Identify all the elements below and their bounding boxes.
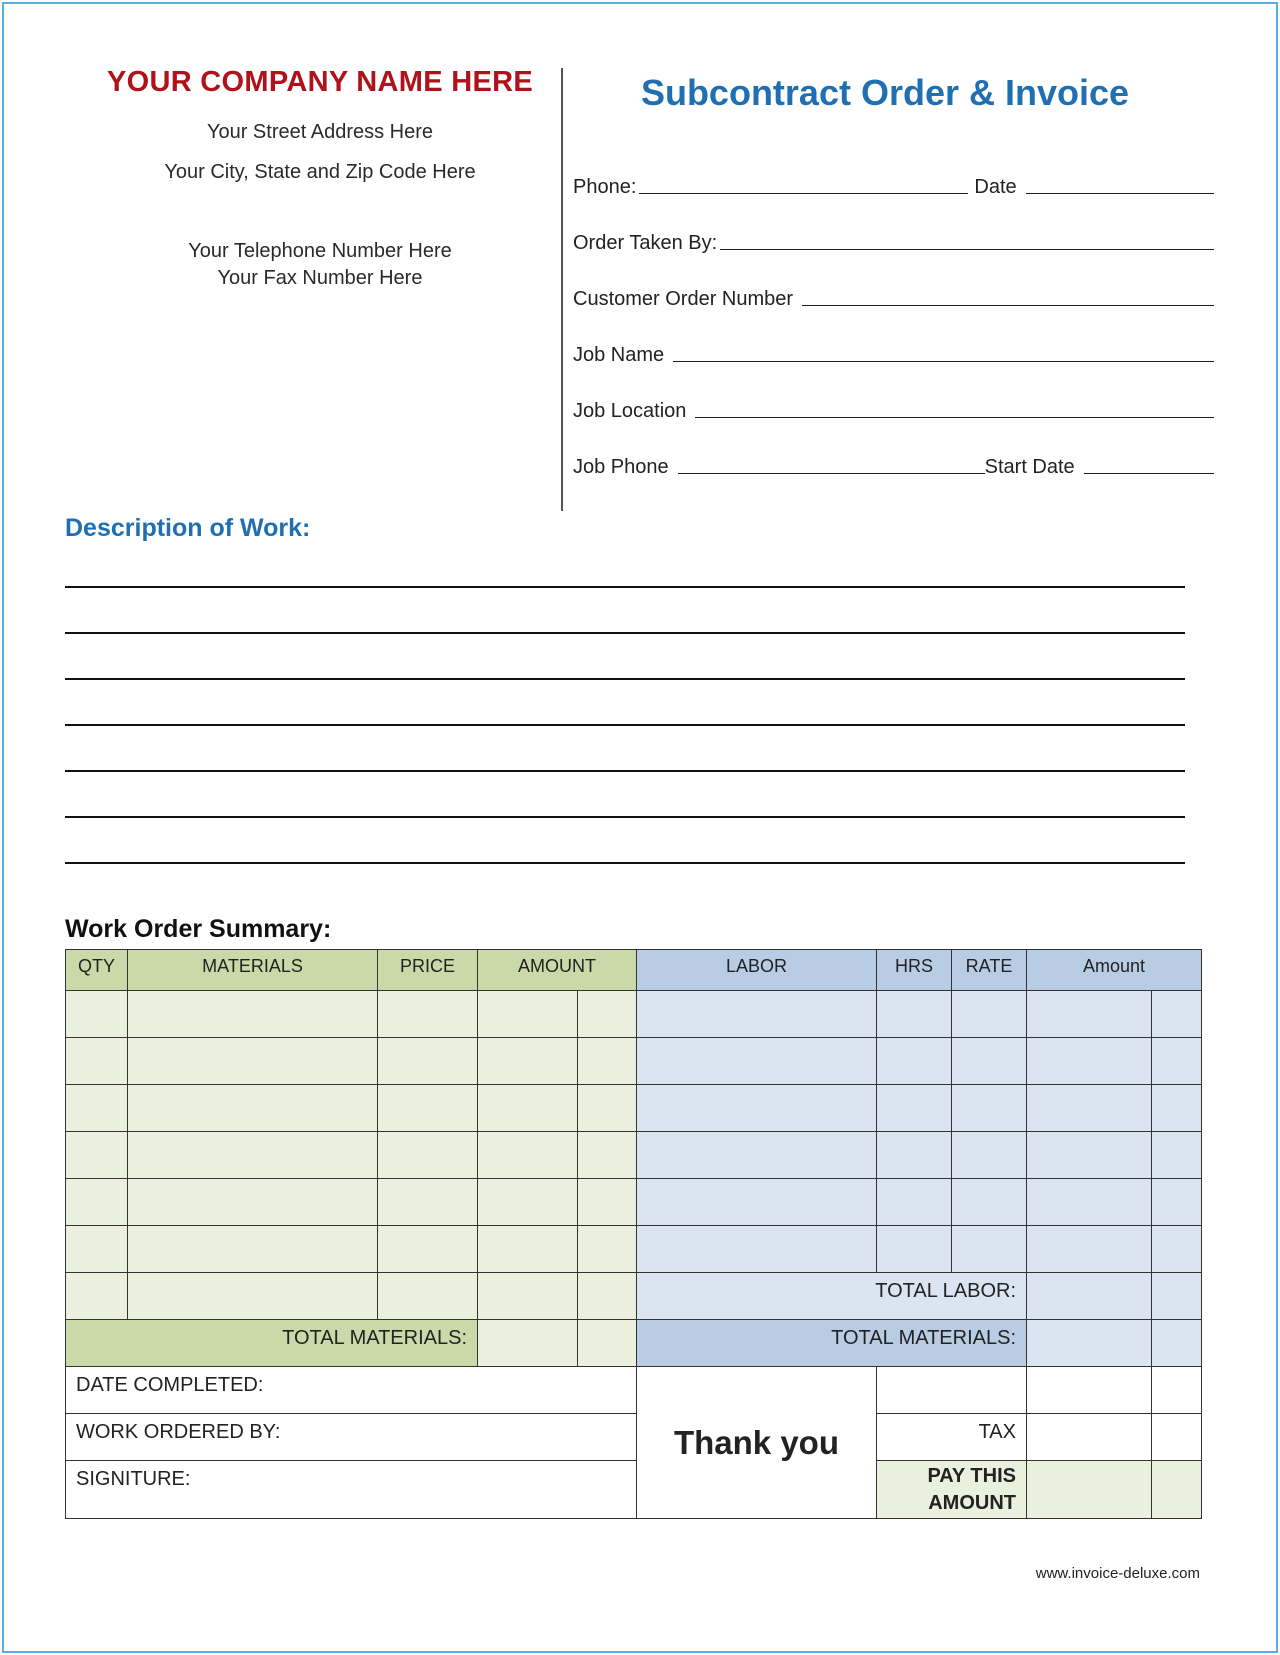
rate-header: RATE <box>952 950 1027 991</box>
labor-amount-cents-cell[interactable] <box>1152 1226 1202 1273</box>
amount-cents-cell[interactable] <box>578 1226 637 1273</box>
customer-order-row <box>573 287 1214 311</box>
tax-label: TAX <box>877 1414 1027 1461</box>
total-materials-label-left: TOTAL MATERIALS: <box>66 1320 478 1367</box>
labor-amount-header: Amount <box>1027 950 1202 991</box>
job-phone-row <box>573 455 1214 479</box>
description-title: Description of Work: <box>65 514 311 542</box>
blank-label-cell <box>877 1367 1027 1414</box>
work-ordered-by-label[interactable]: WORK ORDERED BY: <box>66 1414 637 1461</box>
job-name-field[interactable] <box>673 343 1214 362</box>
amount-cell[interactable] <box>478 1132 578 1179</box>
phone-field[interactable] <box>639 175 968 194</box>
materials-cell[interactable] <box>128 1179 378 1226</box>
qty-cell[interactable] <box>66 1038 128 1085</box>
company-city: Your City, State and Zip Code Here <box>164 161 476 183</box>
subtotal-amount[interactable] <box>1027 1367 1152 1414</box>
rate-cell[interactable] <box>952 1132 1027 1179</box>
job-location-row <box>573 399 1214 423</box>
qty-cell[interactable] <box>66 1085 128 1132</box>
total-materials-cents-left[interactable] <box>578 1320 637 1367</box>
labor-cell[interactable] <box>637 1038 877 1085</box>
job-name-row <box>573 343 1214 367</box>
customer-order-label: Customer Order Number <box>573 288 794 310</box>
rate-cell[interactable] <box>952 991 1027 1038</box>
document-title: Subcontract Order & Invoice <box>640 72 1130 113</box>
rate-cell[interactable] <box>952 1085 1027 1132</box>
job-location-field[interactable] <box>695 399 1214 418</box>
company-block <box>60 66 580 290</box>
description-line[interactable] <box>65 724 1185 726</box>
labor-amount-cell[interactable] <box>1027 1085 1152 1132</box>
labor-amount-cell[interactable] <box>1027 991 1152 1038</box>
rate-cell[interactable] <box>952 1179 1027 1226</box>
company-name: YOUR COMPANY NAME HERE <box>106 66 534 98</box>
rate-cell[interactable] <box>952 1038 1027 1085</box>
tax-amount[interactable] <box>1027 1414 1152 1461</box>
labor-cell[interactable] <box>637 1179 877 1226</box>
labor-amount-cell[interactable] <box>1027 1132 1152 1179</box>
table-row-work-ordered-by <box>66 1414 1202 1461</box>
date-label: Date <box>974 176 1017 198</box>
price-cell[interactable] <box>378 991 478 1038</box>
hrs-cell[interactable] <box>877 1038 952 1085</box>
table-row-total-materials <box>66 1320 1202 1367</box>
pay-amount[interactable] <box>1027 1461 1152 1519</box>
pay-line-2: AMOUNT <box>928 1492 1016 1514</box>
price-cell[interactable] <box>378 1226 478 1273</box>
job-name-label: Job Name <box>573 344 665 366</box>
rate-cell[interactable] <box>952 1226 1027 1273</box>
table-row-total-labor <box>66 1273 1202 1320</box>
labor-cell[interactable] <box>637 1132 877 1179</box>
footer-url[interactable]: www.invoice-deluxe.com <box>1035 1565 1200 1582</box>
date-completed-label[interactable]: DATE COMPLETED: <box>66 1367 637 1414</box>
tax-cents[interactable] <box>1152 1414 1202 1461</box>
table-row-date-completed <box>66 1367 1202 1414</box>
materials-header: MATERIALS <box>128 950 378 991</box>
description-line[interactable] <box>65 770 1185 772</box>
labor-cell[interactable] <box>637 1085 877 1132</box>
phone-date-row <box>573 175 1214 199</box>
table-row-signature <box>66 1461 1202 1519</box>
price-cell[interactable] <box>378 1179 478 1226</box>
total-materials-amount-right[interactable] <box>1027 1320 1152 1367</box>
materials-cell[interactable] <box>128 1038 378 1085</box>
qty-cell[interactable] <box>66 1226 128 1273</box>
table-row <box>66 1179 1202 1226</box>
amount-cents-cell[interactable] <box>578 1273 637 1320</box>
labor-amount-cents-cell[interactable] <box>1152 1038 1202 1085</box>
table-row <box>66 1132 1202 1179</box>
customer-order-field[interactable] <box>802 287 1214 306</box>
materials-cell[interactable] <box>128 1085 378 1132</box>
description-line[interactable] <box>65 816 1185 818</box>
qty-header: QTY <box>66 950 128 991</box>
thank-you-text: Thank you <box>637 1367 877 1519</box>
amount-cell[interactable] <box>478 1273 578 1320</box>
price-cell[interactable] <box>378 1038 478 1085</box>
total-materials-label-right: TOTAL MATERIALS: <box>637 1320 1027 1367</box>
company-phone: Your Telephone Number Here <box>188 240 452 262</box>
job-phone-label: Job Phone <box>573 456 669 478</box>
table-row <box>66 1226 1202 1273</box>
description-line[interactable] <box>65 678 1185 680</box>
labor-cell[interactable] <box>637 1226 877 1273</box>
company-fax: Your Fax Number Here <box>217 267 423 289</box>
order-taken-label: Order Taken By: <box>573 232 718 254</box>
hrs-cell[interactable] <box>877 991 952 1038</box>
labor-amount-cents-cell[interactable] <box>1152 1085 1202 1132</box>
summary-title: Work Order Summary: <box>65 915 332 943</box>
date-field[interactable] <box>1026 175 1214 194</box>
amount-cell[interactable] <box>478 1226 578 1273</box>
table-row <box>66 1085 1202 1132</box>
hrs-cell[interactable] <box>877 1179 952 1226</box>
total-labor-cents[interactable] <box>1152 1273 1202 1320</box>
table-header-row <box>66 950 1202 991</box>
pay-this-amount-label <box>877 1461 1027 1519</box>
labor-header: LABOR <box>637 950 877 991</box>
phone-label: Phone: <box>573 176 637 198</box>
amount-cents-cell[interactable] <box>578 991 637 1038</box>
amount-cell[interactable] <box>478 1179 578 1226</box>
materials-cell[interactable] <box>128 1226 378 1273</box>
company-street: Your Street Address Here <box>206 121 434 143</box>
total-materials-cents-right[interactable] <box>1152 1320 1202 1367</box>
amount-cell[interactable] <box>478 1085 578 1132</box>
total-labor-amount[interactable] <box>1027 1273 1152 1320</box>
amount-cents-cell[interactable] <box>578 1132 637 1179</box>
table-row <box>66 1038 1202 1085</box>
labor-amount-cents-cell[interactable] <box>1152 1132 1202 1179</box>
description-line[interactable] <box>65 632 1185 634</box>
amount-cell[interactable] <box>478 991 578 1038</box>
amount-cell[interactable] <box>478 1038 578 1085</box>
hrs-cell[interactable] <box>877 1132 952 1179</box>
price-cell[interactable] <box>378 1085 478 1132</box>
labor-amount-cell[interactable] <box>1027 1038 1152 1085</box>
price-header: PRICE <box>378 950 478 991</box>
hrs-header: HRS <box>877 950 952 991</box>
materials-cell[interactable] <box>128 1273 378 1320</box>
amount-cents-cell[interactable] <box>578 1085 637 1132</box>
labor-amount-cell[interactable] <box>1027 1179 1152 1226</box>
description-line[interactable] <box>65 862 1185 864</box>
description-line[interactable] <box>65 586 1185 588</box>
labor-amount-cents-cell[interactable] <box>1152 1179 1202 1226</box>
hrs-cell[interactable] <box>877 1085 952 1132</box>
order-taken-field[interactable] <box>720 231 1214 250</box>
amount-cents-cell[interactable] <box>578 1179 637 1226</box>
order-taken-row <box>573 231 1214 255</box>
hrs-cell[interactable] <box>877 1226 952 1273</box>
labor-amount-cell[interactable] <box>1027 1226 1152 1273</box>
subtotal-cents[interactable] <box>1152 1367 1202 1414</box>
work-order-table <box>65 949 1202 1519</box>
labor-amount-cents-cell[interactable] <box>1152 991 1202 1038</box>
pay-cents[interactable] <box>1152 1461 1202 1519</box>
total-labor-label: TOTAL LABOR: <box>637 1273 1027 1320</box>
job-location-label: Job Location <box>573 400 687 422</box>
pay-line-1: PAY THIS <box>927 1465 1016 1487</box>
header-divider <box>561 68 563 511</box>
total-materials-amount-left[interactable] <box>478 1320 578 1367</box>
materials-cell[interactable] <box>128 1132 378 1179</box>
qty-cell[interactable] <box>66 1179 128 1226</box>
qty-cell[interactable] <box>66 1273 128 1320</box>
amount-cents-cell[interactable] <box>578 1038 637 1085</box>
qty-cell[interactable] <box>66 1132 128 1179</box>
job-phone-field[interactable] <box>678 455 985 474</box>
qty-cell[interactable] <box>66 991 128 1038</box>
start-date-label: Start Date <box>984 456 1075 478</box>
price-cell[interactable] <box>378 1273 478 1320</box>
price-cell[interactable] <box>378 1132 478 1179</box>
table-row <box>66 991 1202 1038</box>
start-date-field[interactable] <box>1084 455 1214 474</box>
labor-cell[interactable] <box>637 991 877 1038</box>
signature-label[interactable]: SIGNITURE: <box>66 1461 637 1519</box>
amount-header: AMOUNT <box>478 950 637 991</box>
materials-cell[interactable] <box>128 991 378 1038</box>
